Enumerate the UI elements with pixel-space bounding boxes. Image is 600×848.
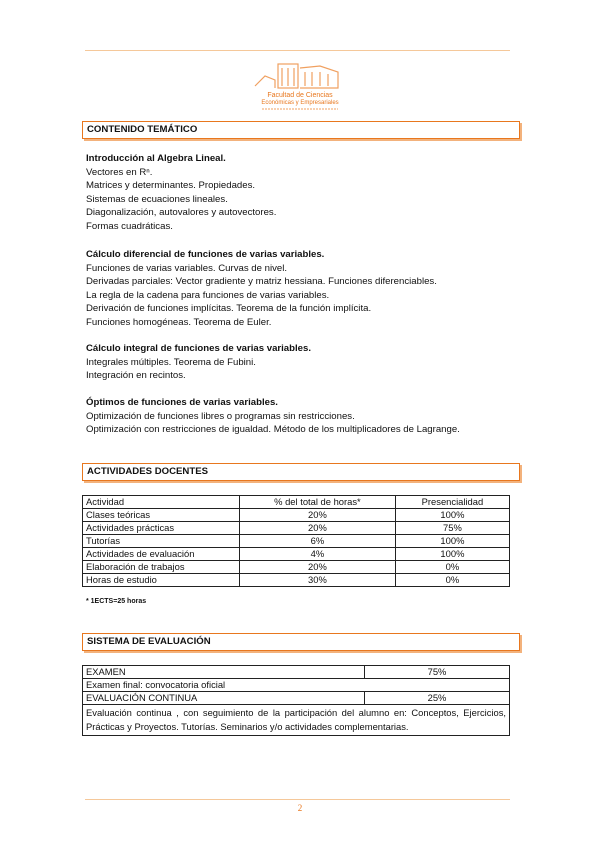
topic-block-2: [86, 248, 437, 330]
cell: 75%: [365, 666, 510, 679]
cell: EVALUACIÓN CONTINUA: [83, 692, 365, 705]
footer-rule: [85, 799, 510, 800]
table-header-row: [83, 496, 510, 509]
topic-item: Integración en recintos.: [86, 370, 186, 382]
table-row: [83, 561, 510, 574]
cell: Evaluación continua , con seguimiento de la participación del alumno en: Conceptos, Ejercicios, Prácticas y Proyectos. Tutorías. Seminarios y/o actividades complementarias.: [83, 705, 510, 736]
topic-item: Sistemas de ecuaciones lineales.: [86, 193, 228, 205]
topic-item: La regla de la cadena para funciones de varias variables.: [86, 289, 330, 301]
cell: 4%: [240, 548, 396, 561]
faculty-logo: [250, 58, 350, 110]
cell: 100%: [395, 548, 509, 561]
cell: Elaboración de trabajos: [83, 561, 240, 574]
cell: 100%: [395, 535, 509, 548]
cell: EXAMEN: [83, 666, 365, 679]
topic-block-4: [86, 396, 460, 437]
section-header-actividades: ACTIVIDADES DOCENTES: [82, 463, 520, 481]
activities-table: [82, 495, 510, 587]
topic-item: Funciones homogéneas. Teorema de Euler.: [86, 316, 272, 328]
cell: Examen final: convocatoria oficial: [83, 679, 510, 692]
cell: 20%: [240, 509, 396, 522]
topic-item: Funciones de varias variables. Curvas de nivel.: [86, 262, 288, 274]
topic-title: Introducción al Algebra Lineal.: [86, 153, 226, 164]
topic-item: Diagonalización, autovalores y autovectores.: [86, 207, 277, 219]
section-header-contenido: CONTENIDO TEMÁTICO: [82, 121, 520, 139]
cell: Tutorías: [83, 535, 240, 548]
cell: 6%: [240, 535, 396, 548]
cell: Horas de estudio: [83, 574, 240, 587]
table-footnote: * 1ECTS=25 horas: [86, 598, 147, 605]
cell: 75%: [395, 522, 509, 535]
cell: 20%: [240, 522, 396, 535]
cell: 20%: [240, 561, 396, 574]
evaluation-table: [82, 665, 510, 736]
column-header: Actividad: [83, 496, 240, 509]
cell: 0%: [395, 561, 509, 574]
table-row: [83, 522, 510, 535]
topic-item: Matrices y determinantes. Propiedades.: [86, 180, 256, 192]
cell: Actividades de evaluación: [83, 548, 240, 561]
table-row: [83, 574, 510, 587]
topic-item: Optimización con restricciones de igualdad. Método de los multiplicadores de Lagrange.: [86, 424, 460, 436]
topic-title: Óptimos de funciones de varias variables.: [86, 397, 278, 408]
topic-item: Vectores en Rⁿ.: [86, 166, 153, 178]
table-row: [83, 692, 510, 705]
section-header-evaluacion: SISTEMA DE EVALUACIÓN: [82, 633, 520, 651]
column-header: Presencialidad: [395, 496, 509, 509]
table-row: [83, 509, 510, 522]
topic-block-3: [86, 342, 311, 383]
svg-text:Económicas y Empresariales: Económicas y Empresariales: [261, 100, 339, 106]
header-rule: [85, 50, 510, 51]
table-row: [83, 535, 510, 548]
table-row: [83, 666, 510, 679]
svg-text:Facultad de Ciencias: Facultad de Ciencias: [267, 92, 333, 99]
topic-title: Cálculo diferencial de funciones de varias variables.: [86, 249, 325, 260]
topic-title: Cálculo integral de funciones de varias variables.: [86, 343, 312, 354]
cell: 100%: [395, 509, 509, 522]
topic-item: Formas cuadráticas.: [86, 220, 173, 232]
table-row: [83, 548, 510, 561]
page-number: 2: [297, 803, 303, 813]
table-row: [83, 679, 510, 692]
table-row: [83, 705, 510, 736]
cell: 25%: [365, 692, 510, 705]
topic-item: Integrales múltiples. Teorema de Fubini.: [86, 356, 256, 368]
column-header: % del total de horas*: [240, 496, 396, 509]
topic-block-1: [86, 152, 276, 234]
cell: 30%: [240, 574, 396, 587]
cell: Actividades prácticas: [83, 522, 240, 535]
topic-item: Optimización de funciones libres o programas sin restricciones.: [86, 410, 355, 422]
cell: Clases teóricas: [83, 509, 240, 522]
topic-item: Derivación de funciones implícitas. Teorema de la función implícita.: [86, 303, 372, 315]
cell: 0%: [395, 574, 509, 587]
topic-item: Derivadas parciales: Vector gradiente y matriz hessiana. Funciones diferenciables.: [86, 276, 437, 288]
